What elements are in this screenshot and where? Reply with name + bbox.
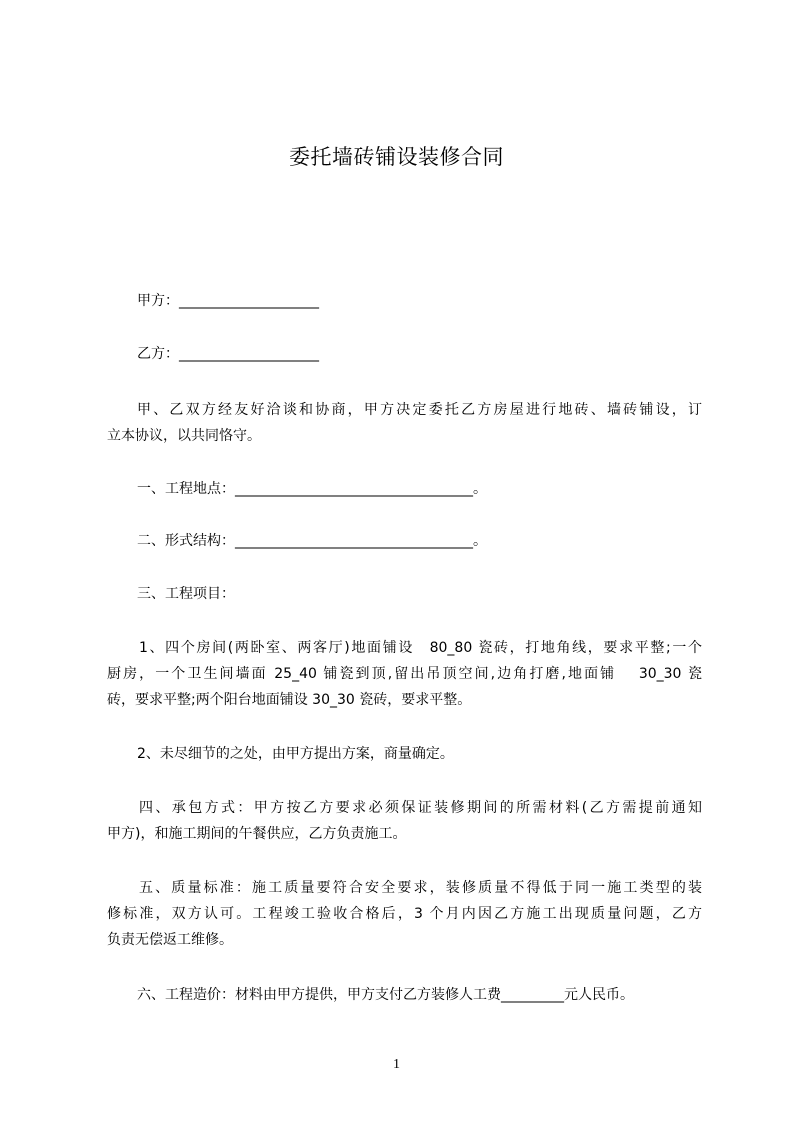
section-4-paragraph [107,795,702,847]
section-1-project-location: 一、工程地点：__________________________________。 [137,481,487,497]
section-6-project-cost: 六、工程造价：材料由甲方提供，甲方支付乙方装修人工费_________元人民币。 [137,987,634,1003]
document-title: 委托墙砖铺设装修合同 [289,145,504,169]
item-1-line-2: 厨房，一个卫生间墙面 25_40 铺瓷到顶,留出吊顶空间,边角打磨,地面铺 30_30 瓷 [107,666,702,682]
page-number: 1 [393,1057,400,1072]
item-1-line-3: 砖，要求平整;两个阳台地面铺设 30_30 瓷砖，要求平整。 [107,692,472,708]
item-1-paragraph [107,635,702,713]
section-5-line-2: 修标准，双方认可。工程竣工验收合格后，3 个月内因乙方施工出现质量问题，乙方 [107,906,702,922]
section-5-paragraph [107,875,702,953]
section-5-line-3: 负责无偿返工维修。 [107,932,233,948]
item-1-line-1: 1、四个房间(两卧室、两客厅)地面铺设 80_80 瓷砖，打地角线，要求平整;一个 [139,640,702,656]
section-5-line-1: 五、质量标准：施工质量要符合安全要求，装修质量不得低于同一施工类型的装 [139,880,702,896]
section-3-project-items: 三、工程项目： [137,586,235,602]
party-b-line: 乙方：____________________ [137,346,319,362]
section-2-structure-form: 二、形式结构：__________________________________。 [137,533,487,549]
party-a-line: 甲方：____________________ [137,293,319,309]
intro-paragraph [107,397,702,449]
intro-line-1: 甲、乙双方经友好洽谈和协商，甲方决定委托乙方房屋进行地砖、墙砖铺设，订 [137,402,702,418]
intro-line-2: 立本协议，以共同恪守。 [107,428,261,444]
item-2-line: 2、未尽细节的之处，由甲方提出方案，商量确定。 [137,746,454,762]
section-4-line-2: 甲方)，和施工期间的午餐供应，乙方负责施工。 [107,826,407,842]
section-4-line-1: 四、承包方式：甲方按乙方要求必须保证装修期间的所需材料(乙方需提前通知 [139,800,702,816]
